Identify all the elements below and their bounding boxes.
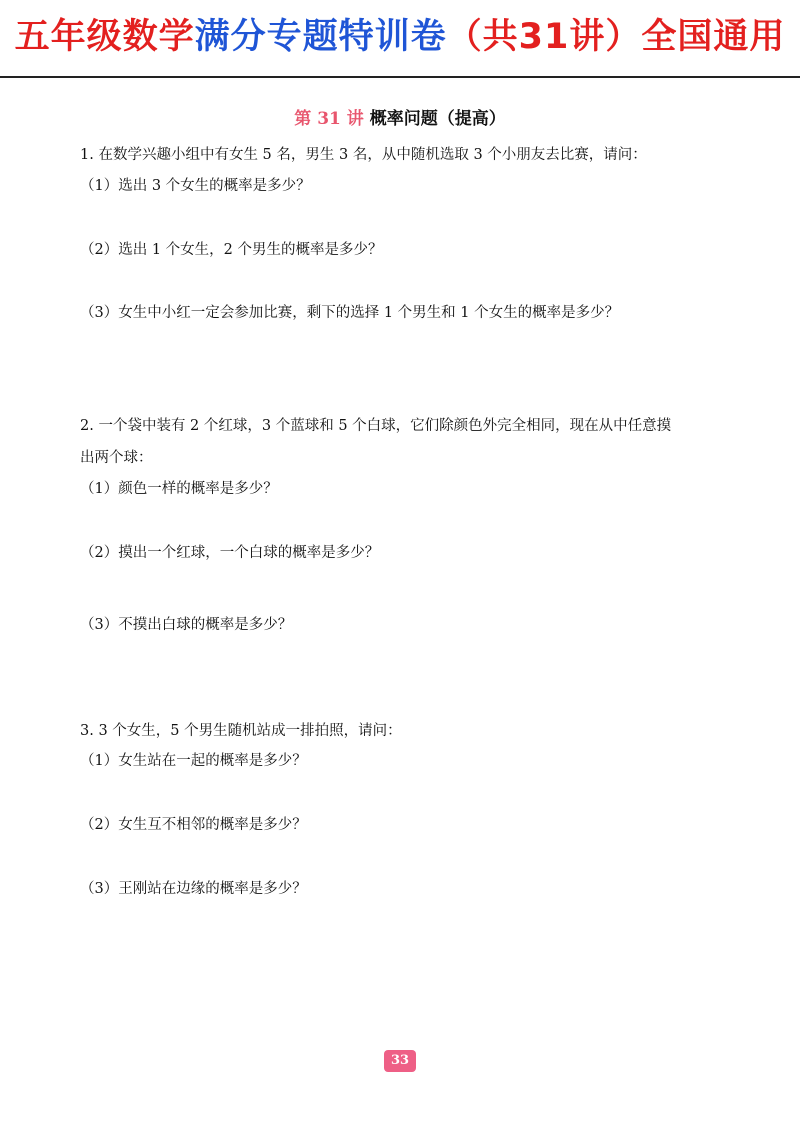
question-1-part-2: （2）选出 1 个女生，2 个男生的概率是多少？ bbox=[80, 242, 383, 258]
question-3-stem: 3. 3 个女生，5 个男生随机站成一排拍照，请问： bbox=[80, 723, 402, 739]
page-number-badge: 33 bbox=[384, 1050, 416, 1072]
lesson-number: 第 31 讲 bbox=[294, 109, 364, 129]
question-1-part-3: （3）女生中小红一定会参加比赛，剩下的选择 1 个男生和 1 个女生的概率是多少？ bbox=[80, 305, 620, 321]
question-2-part-2: （2）摸出一个红球，一个白球的概率是多少？ bbox=[80, 545, 380, 561]
document-title bbox=[0, 0, 800, 74]
header-divider bbox=[0, 76, 800, 78]
question-3-part-1: （1）女生站在一起的概率是多少？ bbox=[80, 753, 307, 769]
question-3-part-3: （3）王刚站在边缘的概率是多少？ bbox=[80, 881, 307, 897]
lesson-name: 概率问题（提高） bbox=[369, 109, 506, 129]
lesson-heading bbox=[0, 104, 800, 129]
question-3-part-2: （2）女生互不相邻的概率是多少？ bbox=[80, 817, 307, 833]
title-scope: （共31讲）全国通用 bbox=[446, 17, 786, 57]
title-series: 满分专题特训卷 bbox=[194, 17, 447, 57]
question-1-part-1: （1）选出 3 个女生的概率是多少？ bbox=[80, 178, 311, 194]
question-2-stem-line-1: 2. 一个袋中装有 2 个红球，3 个蓝球和 5 个白球，它们除颜色外完全相同，现在从中任意摸 bbox=[80, 418, 672, 434]
question-2-part-3: （3）不摸出白球的概率是多少？ bbox=[80, 617, 293, 633]
question-2-part-1: （1）颜色一样的概率是多少？ bbox=[80, 481, 278, 497]
title-grade: 五年级数学 bbox=[14, 17, 195, 57]
question-2-stem-line-2: 出两个球： bbox=[80, 450, 153, 466]
question-1-stem: 1. 在数学兴趣小组中有女生 5 名，男生 3 名，从中随机选取 3 个小朋友去比赛，请问： bbox=[80, 147, 647, 163]
